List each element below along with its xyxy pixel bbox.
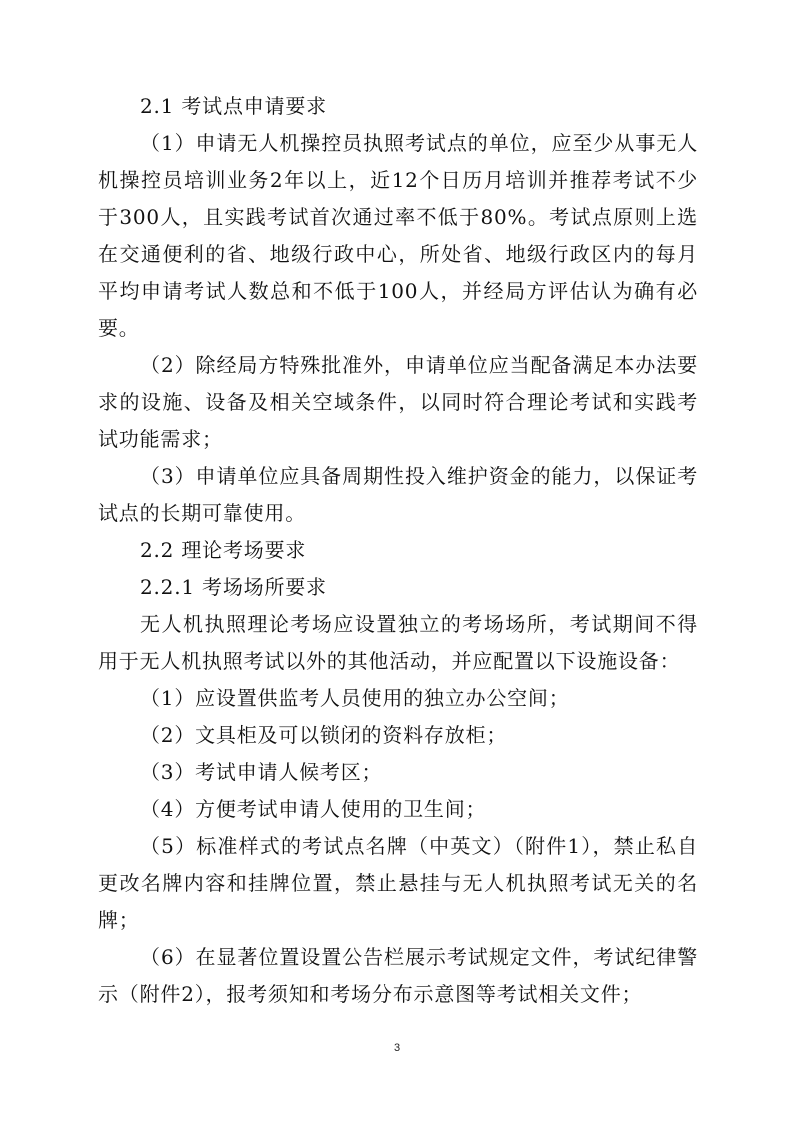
- list-item-6: （6）在显著位置设置公告栏展示考试规定文件，考试纪律警示（附件2），报考须知和考场分布示意图等考试相关文件；: [98, 945, 698, 1006]
- page-number: 3: [393, 1042, 401, 1054]
- paragraph-item-2: （2）除经局方特殊批准外，申请单位应当配备满足本办法要求的设施、设备及相关空域条件，以同时符合理论考试和实践考试功能需求；: [98, 353, 698, 451]
- section-heading-2-1: 2.1 考试点申请要求: [140, 94, 327, 118]
- paragraph-intro: 无人机执照理论考场应设置独立的考场场所，考试期间不得用于无人机执照考试以外的其他活动，并应配置以下设施设备：: [98, 612, 698, 673]
- section-heading-2-2: 2.2 理论考场要求: [140, 538, 307, 562]
- section-heading-2-2-1: 2.2.1 考场场所要求: [140, 575, 327, 599]
- list-item-4: （4）方便考试申请人使用的卫生间；: [140, 797, 487, 821]
- list-item-1: （1）应设置供监考人员使用的独立办公空间；: [140, 686, 570, 710]
- list-item-5: （5）标准样式的考试点名牌（中英文）（附件1），禁止私自更改名牌内容和挂牌位置，禁止悬挂与无人机执照考试无关的名牌；: [98, 834, 698, 932]
- paragraph-item-3: （3）申请单位应具备周期性投入维护资金的能力，以保证考试点的长期可靠使用。: [98, 464, 698, 525]
- document-body: [98, 88, 698, 1013]
- paragraph-item-1: （1）申请无人机操控员执照考试点的单位，应至少从事无人机操控员培训业务2年以上，近12个日历月培训并推荐考试不少于300人，且实践考试首次通过率不低于80%。考试点原则上选在交通便利的省、地级行政中心，所处省、地级行政区内的每月平均申请考试人数总和不低于100人，并经局方评估认为确有必要。: [98, 131, 698, 340]
- list-item-3: （3）考试申请人候考区；: [140, 760, 383, 784]
- list-item-2: （2）文具柜及可以锁闭的资料存放柜；: [140, 723, 508, 747]
